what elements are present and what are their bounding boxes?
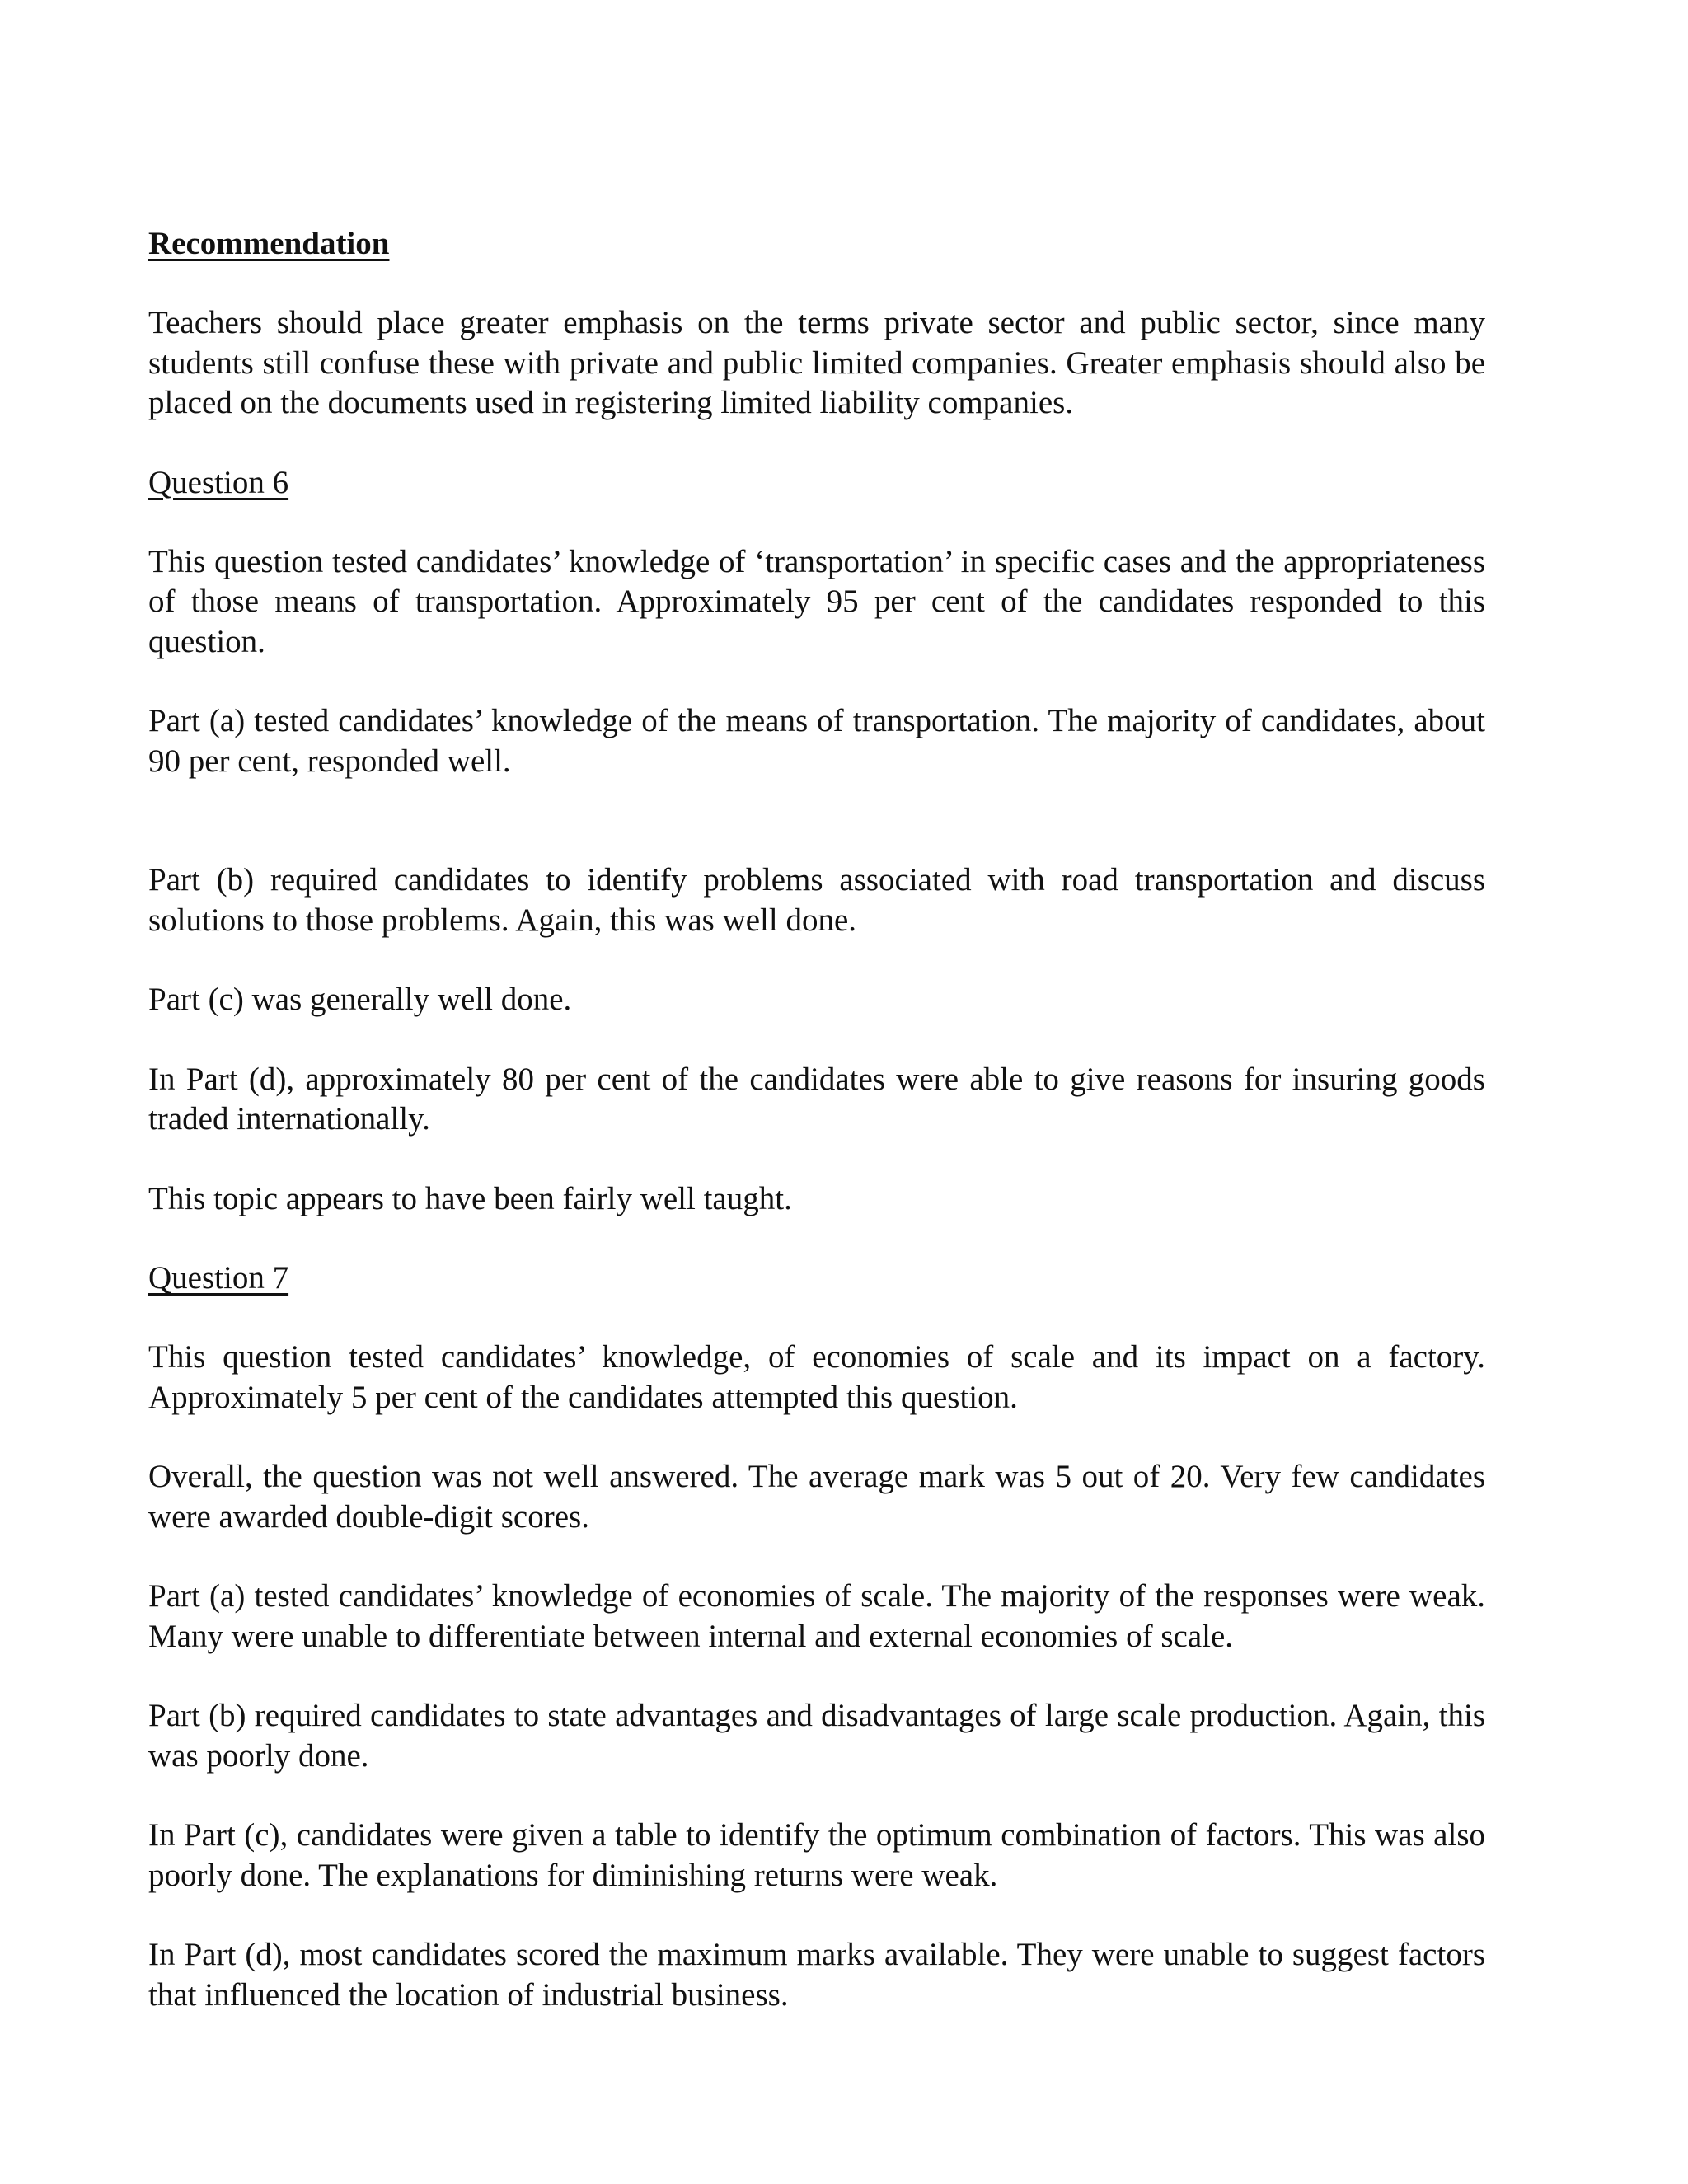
question-6-paragraph: Part (c) was generally well done.	[148, 982, 572, 1017]
document-page	[148, 224, 1485, 2015]
recommendation-text: Teachers should place greater emphasis on the terms private sector and public sector, since many students still confuse these with private and public limited companies. Greater emphasis should also be placed on the documents used in registering limited liability companies.	[148, 305, 1485, 420]
question-6-paragraph: Part (b) required candidates to identify problems associated with road transportation and discuss solutions to those problems. Again, this was well done.	[148, 862, 1485, 938]
question-7-paragraph: This question tested candidates’ knowledge, of economies of scale and its impact on a factory. Approximately 5 per cent of the candidates attempted this question.	[148, 1339, 1485, 1415]
question-7-paragraph: Overall, the question was not well answered. The average mark was 5 out of 20. Very few candidates were awarded double-digit scores.	[148, 1459, 1485, 1535]
question-6-paragraph: In Part (d), approximately 80 per cent of the candidates were able to give reasons for insuring goods traded internationally.	[148, 1061, 1485, 1137]
question-6-heading: Question 6	[148, 464, 289, 500]
question-7-heading: Question 7	[148, 1260, 289, 1296]
question-6-paragraph: This topic appears to have been fairly well taught.	[148, 1180, 792, 1216]
question-6-paragraph: This question tested candidates’ knowledge of ‘transportation’ in specific cases and the appropriateness of those means of transportation. Approximately 95 per cent of the candidates responded to this question.	[148, 543, 1485, 659]
question-7-paragraph: Part (a) tested candidates’ knowledge of economies of scale. The majority of the responses were weak. Many were unable to differentiate between internal and external economies of scale.	[148, 1578, 1485, 1654]
recommendation-heading: Recommendation	[148, 226, 390, 261]
question-7-paragraph: Part (b) required candidates to state advantages and disadvantages of large scale production. Again, this was poorly done.	[148, 1698, 1485, 1774]
question-6-paragraph: Part (a) tested candidates’ knowledge of the means of transportation. The majority of candidates, about 90 per cent, responded well.	[148, 703, 1485, 779]
question-7-paragraph: In Part (c), candidates were given a table to identify the optimum combination of factors. This was also poorly done. The explanations for diminishing returns were weak.	[148, 1817, 1485, 1893]
question-7-paragraph: In Part (d), most candidates scored the maximum marks available. They were unable to suggest factors that influenced the location of industrial business.	[148, 1937, 1485, 2013]
